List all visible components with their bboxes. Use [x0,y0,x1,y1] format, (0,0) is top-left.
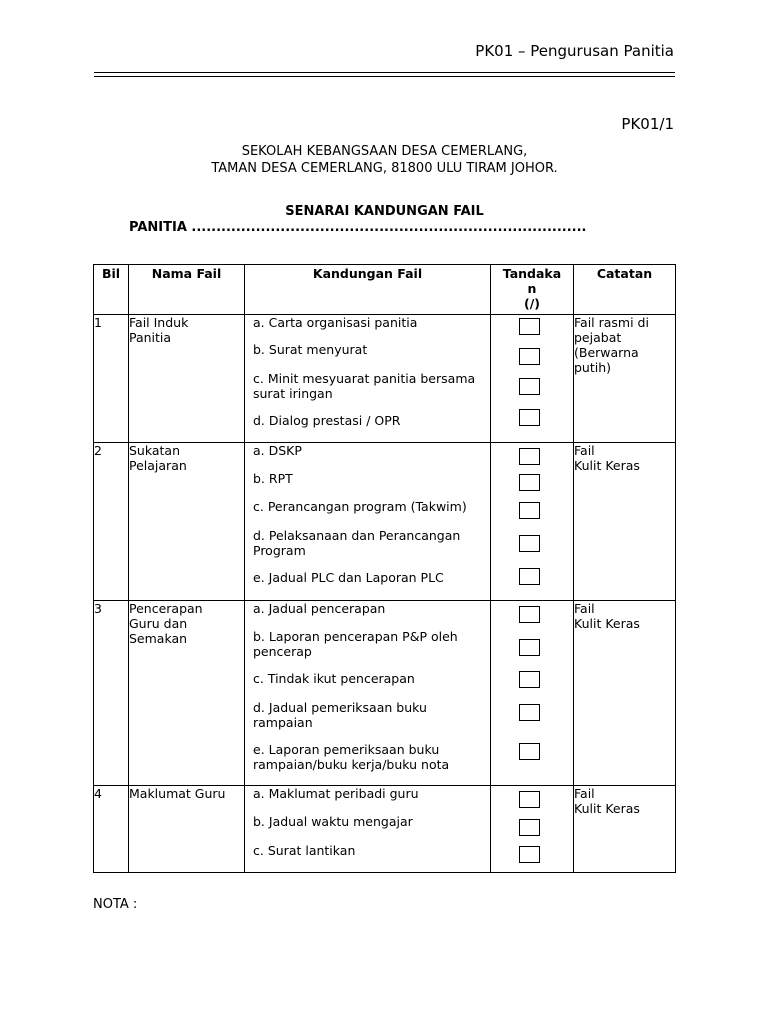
header-tandakan [491,265,574,315]
file-name [129,315,245,443]
file-name-line: Pelajaran [129,458,187,473]
remarks-line: Fail rasmi di [574,315,649,330]
header-bil: Bil [94,265,129,315]
tick-checkbox[interactable] [519,671,540,688]
header-nama-fail: Nama Fail [129,265,245,315]
checkbox-cell [491,601,574,786]
content-item: c. Minit mesyuarat panitia bersama surat iringan [253,371,476,401]
checkbox-cell [491,786,574,873]
tick-checkbox[interactable] [519,846,540,863]
file-name-line: Maklumat Guru [129,786,226,801]
tick-checkbox[interactable] [519,639,540,656]
file-contents-table [93,264,676,873]
checkbox-cell [491,315,574,443]
remarks [574,315,676,443]
content-item: d. Pelaksanaan dan Perancangan Program [253,528,461,558]
row-number: 2 [94,443,129,601]
content-item: b. Laporan pencerapan P&P oleh pencerap [253,629,458,659]
document-code: PK01/1 [621,115,674,133]
remarks [574,443,676,601]
tick-checkbox[interactable] [519,378,540,395]
content-item: b. RPT [253,471,293,486]
remarks-line: putih) [574,360,612,375]
school-name-line: SEKOLAH KEBANGSAAN DESA CEMERLANG, [241,144,528,159]
header-tandakan-line1: Tandaka [502,266,562,281]
remarks-line: Fail [574,601,595,616]
tick-checkbox[interactable] [519,448,540,465]
file-contents [245,786,491,873]
remarks-line: Kulit Keras [574,801,640,816]
file-name [129,786,245,873]
table-row [94,315,676,443]
header-catatan: Catatan [574,265,676,315]
remarks-line: Kulit Keras [574,458,640,473]
content-item: a. Jadual pencerapan [253,601,386,616]
content-item: e. Laporan pemeriksaan buku rampaian/buku kerja/buku nota [253,742,450,772]
table-row [94,443,676,601]
row-number: 4 [94,786,129,873]
file-name [129,443,245,601]
table-row [94,786,676,873]
content-item: a. Carta organisasi panitia [253,315,418,330]
header-double-rule [94,72,675,77]
content-item: b. Jadual waktu mengajar [253,814,413,829]
content-item: a. Maklumat peribadi guru [253,786,419,801]
table-row [94,601,676,786]
file-name-line: Fail Induk [129,315,189,330]
school-address [94,143,675,177]
content-item: c. Tindak ikut pencerapan [253,671,415,686]
content-item: d. Dialog prestasi / OPR [253,413,401,428]
file-name-line: Guru dan [129,616,188,631]
remarks-line: (Berwarna [574,345,639,360]
tick-checkbox[interactable] [519,791,540,808]
tick-checkbox[interactable] [519,819,540,836]
content-item: a. DSKP [253,443,302,458]
row-number: 1 [94,315,129,443]
remarks-line: Kulit Keras [574,616,640,631]
content-item: e. Jadual PLC dan Laporan PLC [253,570,444,585]
tick-checkbox[interactable] [519,704,540,721]
content-item: b. Surat menyurat [253,342,368,357]
header-tandakan-line2: n [527,281,537,296]
school-address-line: TAMAN DESA CEMERLANG, 81800 ULU TIRAM JOHOR. [211,161,558,176]
panitia-field: PANITIA ................................................................................ [129,220,587,235]
file-contents [245,443,491,601]
tick-checkbox[interactable] [519,348,540,365]
content-item: c. Perancangan program (Takwim) [253,499,467,514]
tick-checkbox[interactable] [519,474,540,491]
file-name-line: Sukatan [129,443,181,458]
file-name-line: Semakan [129,631,188,646]
file-name-line: Pencerapan [129,601,203,616]
tick-checkbox[interactable] [519,568,540,585]
remarks [574,601,676,786]
content-item: d. Jadual pemeriksaan buku rampaian [253,700,427,730]
header-tandakan-line3: (/) [524,296,540,311]
row-number: 3 [94,601,129,786]
tick-checkbox[interactable] [519,535,540,552]
header-kandungan-fail: Kandungan Fail [245,265,491,315]
list-title: SENARAI KANDUNGAN FAIL [285,204,484,219]
tick-checkbox[interactable] [519,318,540,335]
document-header-title: PK01 – Pengurusan Panitia [475,42,674,60]
table-header-row [94,265,676,315]
file-contents [245,601,491,786]
file-contents [245,315,491,443]
content-item: c. Surat lantikan [253,843,356,858]
remarks-line: Fail [574,786,595,801]
checkbox-cell [491,443,574,601]
nota-label: NOTA : [93,897,138,912]
file-name-line: Panitia [129,330,172,345]
tick-checkbox[interactable] [519,409,540,426]
remarks-line: pejabat [574,330,622,345]
tick-checkbox[interactable] [519,606,540,623]
tick-checkbox[interactable] [519,743,540,760]
tick-checkbox[interactable] [519,502,540,519]
file-name [129,601,245,786]
remarks [574,786,676,873]
remarks-line: Fail [574,443,595,458]
